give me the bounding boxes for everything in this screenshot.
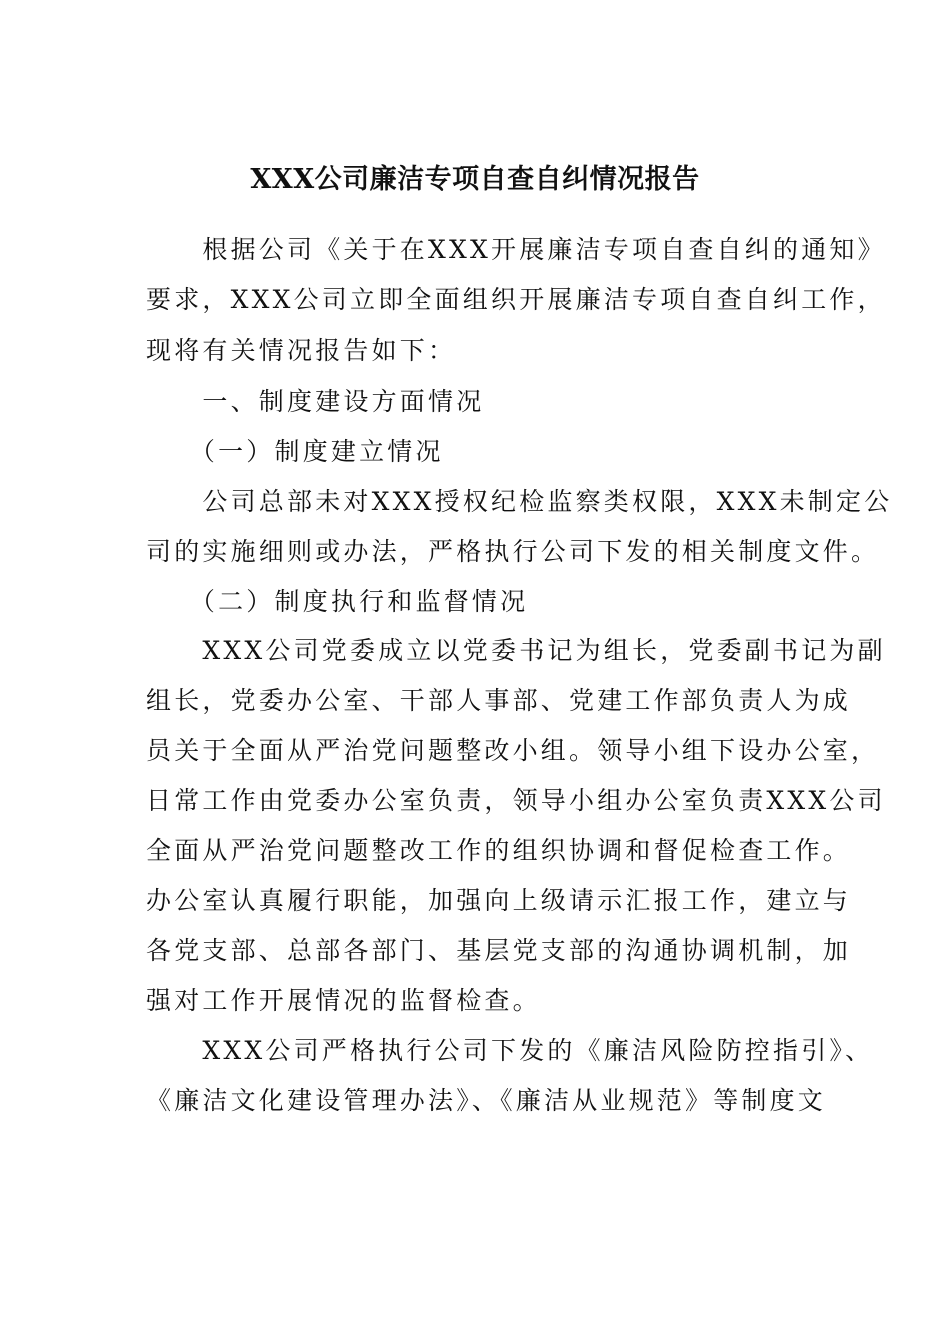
paragraph-line: 组长，党委办公室、干部人事部、党建工作部负责人为成 [146, 686, 852, 715]
paragraph-line: XXX公司严格执行公司下发的《廉洁风险防控指引》、 [146, 1036, 874, 1065]
paragraph-line: 各党支部、总部各部门、基层党支部的沟通协调机制，加 [146, 936, 852, 965]
subsection-heading: （一）制度建立情况 [146, 437, 444, 466]
paragraph-line: 现将有关情况报告如下： [146, 336, 457, 365]
paragraph-line: 日常工作由党委办公室负责，领导小组办公室负责XXX公司 [146, 786, 886, 815]
paragraph-line: 公司总部未对XXX授权纪检监察类权限，XXX未制定公 [146, 487, 893, 516]
paragraph-line: 司的实施细则或办法，严格执行公司下发的相关制度文件。 [146, 537, 880, 566]
subsection-heading: （二）制度执行和监督情况 [146, 587, 529, 616]
paragraph-line: 根据公司《关于在XXX开展廉洁专项自查自纠的通知》 [146, 235, 886, 264]
paragraph-line: 《廉洁文化建设管理办法》、《廉洁从业规范》等制度文 [146, 1086, 827, 1115]
paragraph-line: 办公室认真履行职能，加强向上级请示汇报工作，建立与 [146, 886, 852, 915]
paragraph-line: 要求，XXX公司立即全面组织开展廉洁专项自查自纠工作， [146, 285, 886, 314]
paragraph-line: 全面从严治党问题整改工作的组织协调和督促检查工作。 [146, 836, 852, 865]
section-heading: 一、制度建设方面情况 [146, 387, 485, 416]
document-title: XXX公司廉洁专项自查自纠情况报告 [250, 164, 700, 195]
paragraph-line: 员关于全面从严治党问题整改小组。领导小组下设办公室， [146, 736, 880, 765]
paragraph-line: XXX公司党委成立以党委书记为组长，党委副书记为副 [146, 636, 886, 665]
paragraph-line: 强对工作开展情况的监督检查。 [146, 986, 541, 1015]
